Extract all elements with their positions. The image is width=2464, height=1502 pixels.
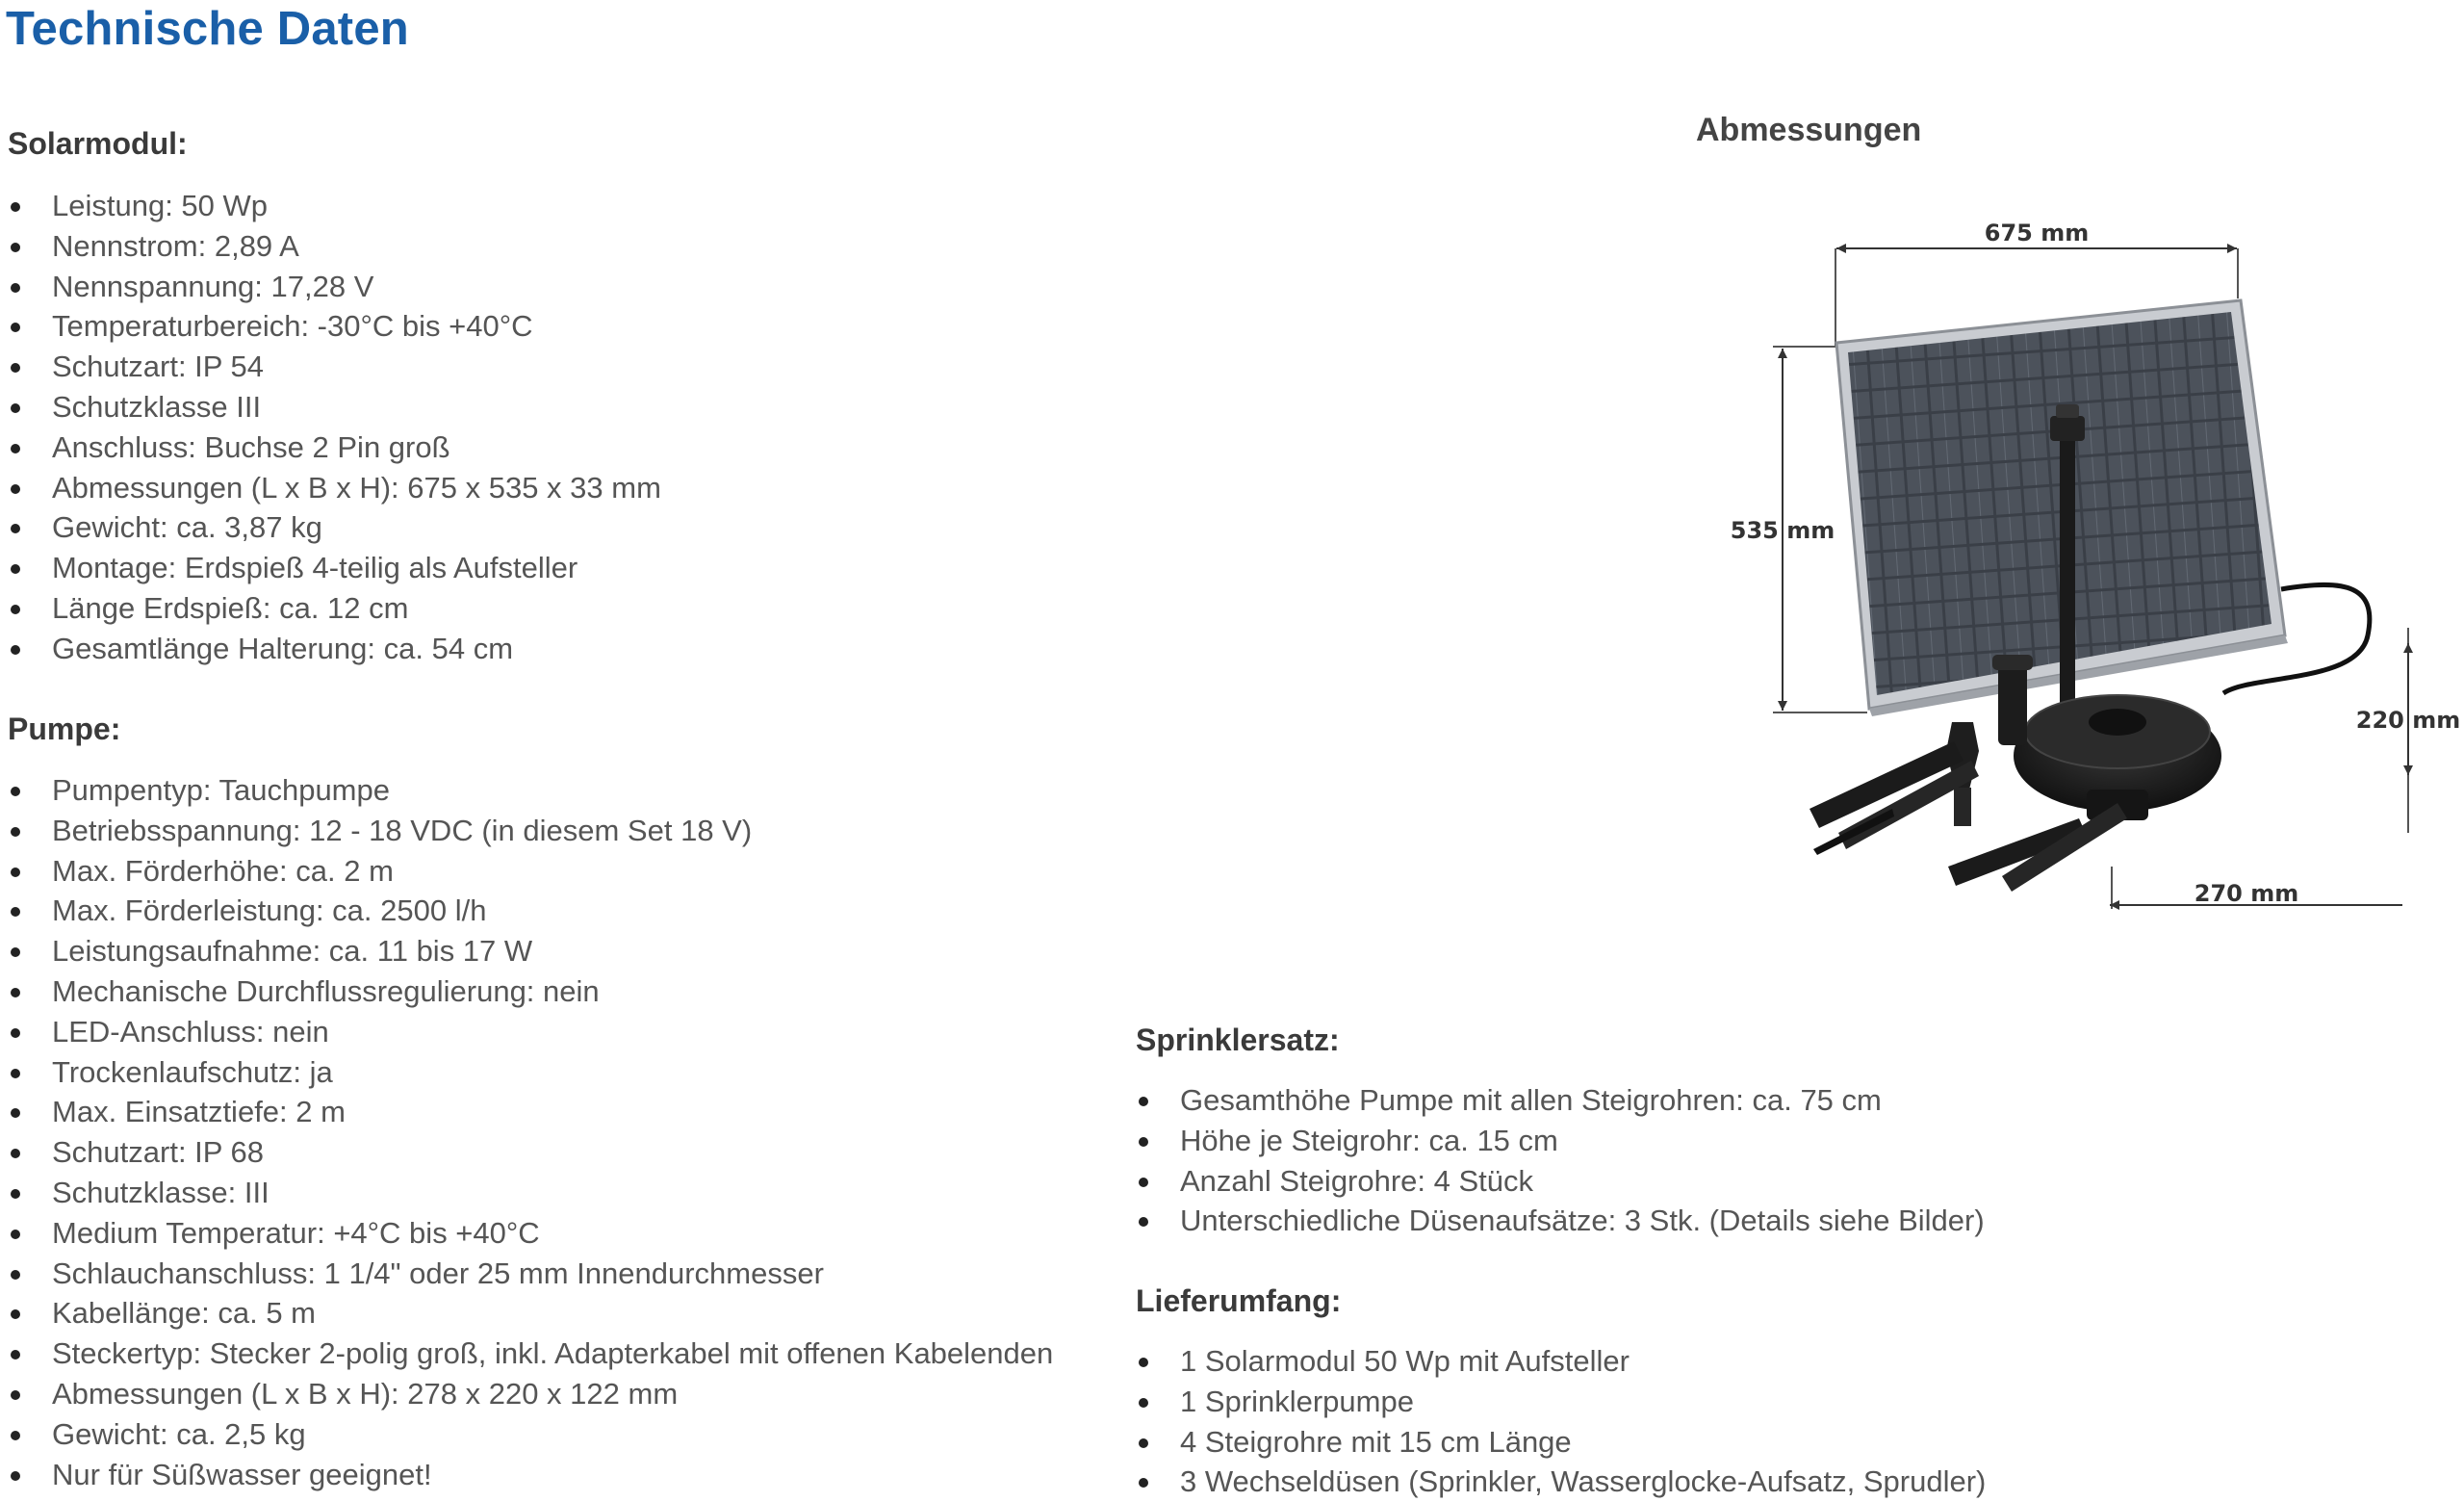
page-title: Technische Daten xyxy=(6,3,409,55)
abmessungen-heading: Abmessungen xyxy=(1696,112,1922,148)
list-item: Anschluss: Buchse 2 Pin groß xyxy=(8,427,661,468)
list-item: Leistung: 50 Wp xyxy=(8,186,661,226)
list-item: Gewicht: ca. 3,87 kg xyxy=(8,507,661,548)
list-item: Schutzart: IP 54 xyxy=(8,347,661,387)
list-item: 3 Wechseldüsen (Sprinkler, Wasserglocke-Aufsatz, Sprudler) xyxy=(1136,1462,1986,1502)
list-item: 1 Sprinklerpumpe xyxy=(1136,1382,1986,1422)
list-item: Nur für Süßwasser geeignet! xyxy=(8,1455,1053,1495)
list-item: 4 Steigrohre mit 15 cm Länge xyxy=(1136,1422,1986,1463)
pump-width-label: 270 mm xyxy=(2194,880,2299,907)
list-item: LED-Anschluss: nein xyxy=(8,1012,1053,1052)
sprinklersatz-list xyxy=(1136,1080,1985,1241)
list-item: Schutzklasse III xyxy=(8,387,661,427)
list-item: Gewicht: ca. 2,5 kg xyxy=(8,1414,1053,1455)
list-item: Unterschiedliche Düsenaufsätze: 3 Stk. (Details siehe Bilder) xyxy=(1136,1201,1985,1241)
list-item: Montage: Erdspieß 4-teilig als Aufsteller xyxy=(8,548,661,588)
list-item: Nennstrom: 2,89 A xyxy=(8,226,661,267)
solarmodul-heading: Solarmodul: xyxy=(8,126,188,161)
pumpe-heading: Pumpe: xyxy=(8,712,121,746)
list-item: Steckertyp: Stecker 2-polig groß, inkl. Adapterkabel mit offenen Kabelenden xyxy=(8,1334,1053,1374)
list-item: Trockenlaufschutz: ja xyxy=(8,1052,1053,1093)
list-item: Schutzklasse: III xyxy=(8,1173,1053,1213)
list-item: Medium Temperatur: +4°C bis +40°C xyxy=(8,1213,1053,1254)
list-item: Leistungsaufnahme: ca. 11 bis 17 W xyxy=(8,931,1053,971)
list-item: Länge Erdspieß: ca. 12 cm xyxy=(8,588,661,629)
pumpe-list xyxy=(8,770,1053,1494)
list-item: Kabellänge: ca. 5 m xyxy=(8,1293,1053,1334)
list-item: Gesamthöhe Pumpe mit allen Steigrohren: ca. 75 cm xyxy=(1136,1080,1985,1121)
list-item: Abmessungen (L x B x H): 278 x 220 x 122 mm xyxy=(8,1374,1053,1414)
sprinklersatz-heading: Sprinklersatz: xyxy=(1136,1023,1340,1057)
list-item: Höhe je Steigrohr: ca. 15 cm xyxy=(1136,1121,1985,1161)
list-item: Max. Förderleistung: ca. 2500 l/h xyxy=(8,891,1053,931)
list-item: Nennspannung: 17,28 V xyxy=(8,267,661,307)
lieferumfang-list xyxy=(1136,1341,1986,1502)
list-item: Gesamtlänge Halterung: ca. 54 cm xyxy=(8,629,661,669)
list-item: Max. Einsatztiefe: 2 m xyxy=(8,1092,1053,1132)
list-item: Betriebsspannung: 12 - 18 VDC (in diesem Set 18 V) xyxy=(8,811,1053,851)
list-item: Temperaturbereich: -30°C bis +40°C xyxy=(8,306,661,347)
pump-height-label: 220 mm xyxy=(2355,707,2461,734)
lieferumfang-heading: Lieferumfang: xyxy=(1136,1283,1342,1318)
list-item: 1 Solarmodul 50 Wp mit Aufsteller xyxy=(1136,1341,1986,1382)
list-item: Schlauchanschluss: 1 1/4" oder 25 mm Innendurchmesser xyxy=(8,1254,1053,1294)
list-item: Max. Förderhöhe: ca. 2 m xyxy=(8,851,1053,892)
list-item: Anzahl Steigrohre: 4 Stück xyxy=(1136,1161,1985,1202)
list-item: Abmessungen (L x B x H): 675 x 535 x 33 mm xyxy=(8,468,661,508)
list-item: Schutzart: IP 68 xyxy=(8,1132,1053,1173)
product-dimension-figure xyxy=(1713,212,2464,924)
list-item: Pumpentyp: Tauchpumpe xyxy=(8,770,1053,811)
panel-height-label: 535 mm xyxy=(1730,517,1835,544)
list-item: Mechanische Durchflussregulierung: nein xyxy=(8,971,1053,1012)
panel-width-label: 675 mm xyxy=(1984,220,2090,246)
solarmodul-list xyxy=(8,186,661,669)
